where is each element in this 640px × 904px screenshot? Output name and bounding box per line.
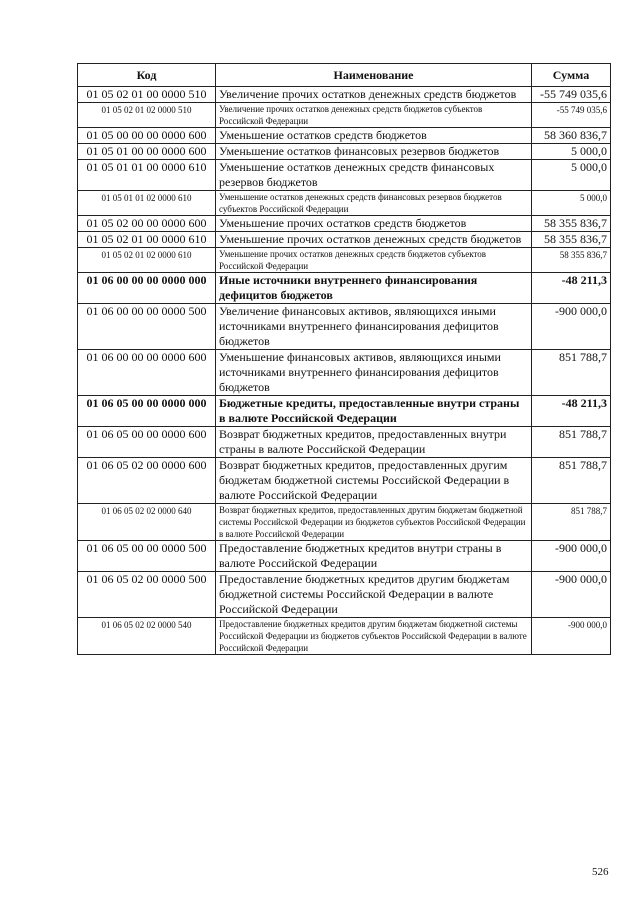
row-name: Увеличение прочих остатков денежных средств бюджетов [216,87,532,103]
row-code: 01 05 02 01 02 0000 610 [78,248,216,273]
table-row [78,458,611,504]
row-sum: -900 000,0 [532,304,611,350]
budget-sources-table [77,63,611,655]
row-code: 01 05 01 01 02 0000 610 [78,191,216,216]
table-row [78,350,611,396]
row-name: Предоставление бюджетных кредитов другим бюджетам бюджетной системы Российской Федерации из бюджетов субъектов Российской Федерации в валюте Российской Федерации [216,618,532,655]
table-header-row [78,64,611,87]
row-sum: 58 360 836,7 [532,128,611,144]
row-name: Бюджетные кредиты, предоставленные внутри страны в валюте Российской Федерации [216,396,532,427]
table-row [78,541,611,572]
row-code: 01 05 02 00 00 0000 600 [78,216,216,232]
table-row [78,248,611,273]
row-code: 01 05 01 00 00 0000 600 [78,144,216,160]
row-name: Уменьшение остатков средств бюджетов [216,128,532,144]
table-row [78,504,611,541]
table-row [78,572,611,618]
row-name: Увеличение прочих остатков денежных средств бюджетов субъектов Российской Федерации [216,103,532,128]
row-name: Уменьшение финансовых активов, являющихся иными источниками внутреннего финансирования дефицитов бюджетов [216,350,532,396]
header-sum: Сумма [532,64,611,87]
row-sum: -900 000,0 [532,572,611,618]
row-code: 01 06 05 02 00 0000 500 [78,572,216,618]
row-code: 01 06 00 00 00 0000 500 [78,304,216,350]
row-name: Возврат бюджетных кредитов, предоставленных другим бюджетам бюджетной системы Российской Федерации в валюте Российской Федерации [216,458,532,504]
row-sum: 58 355 836,7 [532,248,611,273]
row-sum: 851 788,7 [532,504,611,541]
row-sum: -900 000,0 [532,541,611,572]
row-code: 01 06 00 00 00 0000 600 [78,350,216,396]
row-name: Уменьшение остатков денежных средств финансовых резервов бюджетов [216,160,532,191]
row-code: 01 05 02 01 00 0000 610 [78,232,216,248]
row-sum: 851 788,7 [532,427,611,458]
row-name: Уменьшение прочих остатков денежных средств бюджетов субъектов Российской Федерации [216,248,532,273]
row-name: Иные источники внутреннего финансирования дефицитов бюджетов [216,273,532,304]
table-row [78,232,611,248]
row-code: 01 06 05 02 00 0000 600 [78,458,216,504]
row-sum: 5 000,0 [532,144,611,160]
row-code: 01 05 01 01 00 0000 610 [78,160,216,191]
row-name: Возврат бюджетных кредитов, предоставленных внутри страны в валюте Российской Федерации [216,427,532,458]
row-sum: -55 749 035,6 [532,87,611,103]
table-row [78,216,611,232]
row-name: Возврат бюджетных кредитов, предоставленных другим бюджетам бюджетной системы Российской Федерации из бюджетов субъектов Российской Федерации в валюте Российской Федерации [216,504,532,541]
row-name: Уменьшение прочих остатков денежных средств бюджетов [216,232,532,248]
table-row [78,103,611,128]
table-row [78,160,611,191]
table-row [78,144,611,160]
row-sum: -48 211,3 [532,273,611,304]
row-code: 01 05 02 01 02 0000 510 [78,103,216,128]
row-code: 01 06 05 02 02 0000 540 [78,618,216,655]
row-sum: -55 749 035,6 [532,103,611,128]
row-code: 01 06 00 00 00 0000 000 [78,273,216,304]
row-code: 01 05 00 00 00 0000 600 [78,128,216,144]
row-code: 01 06 05 00 00 0000 600 [78,427,216,458]
table-row [78,304,611,350]
header-name: Наименование [216,64,532,87]
row-sum: 5 000,0 [532,191,611,216]
table-row [78,191,611,216]
table-row [78,128,611,144]
table-row [78,396,611,427]
row-code: 01 06 05 02 02 0000 640 [78,504,216,541]
table-row [78,273,611,304]
row-sum: 5 000,0 [532,160,611,191]
table-row [78,618,611,655]
row-sum: -48 211,3 [532,396,611,427]
table-row [78,427,611,458]
row-code: 01 06 05 00 00 0000 000 [78,396,216,427]
row-sum: 58 355 836,7 [532,232,611,248]
row-name: Предоставление бюджетных кредитов другим бюджетам бюджетной системы Российской Федерации в валюте Российской Федерации [216,572,532,618]
row-name: Уменьшение остатков финансовых резервов бюджетов [216,144,532,160]
row-sum: 851 788,7 [532,458,611,504]
row-sum: -900 000,0 [532,618,611,655]
row-code: 01 05 02 01 00 0000 510 [78,87,216,103]
row-sum: 851 788,7 [532,350,611,396]
row-code: 01 06 05 00 00 0000 500 [78,541,216,572]
row-name: Уменьшение остатков денежных средств финансовых резервов бюджетов субъектов Российской Федерации [216,191,532,216]
row-name: Увеличение финансовых активов, являющихся иными источниками внутреннего финансирования дефицитов бюджетов [216,304,532,350]
header-code: Код [78,64,216,87]
row-sum: 58 355 836,7 [532,216,611,232]
page-number: 526 [592,866,609,878]
row-name: Уменьшение прочих остатков средств бюджетов [216,216,532,232]
table-row [78,87,611,103]
row-name: Предоставление бюджетных кредитов внутри страны в валюте Российской Федерации [216,541,532,572]
